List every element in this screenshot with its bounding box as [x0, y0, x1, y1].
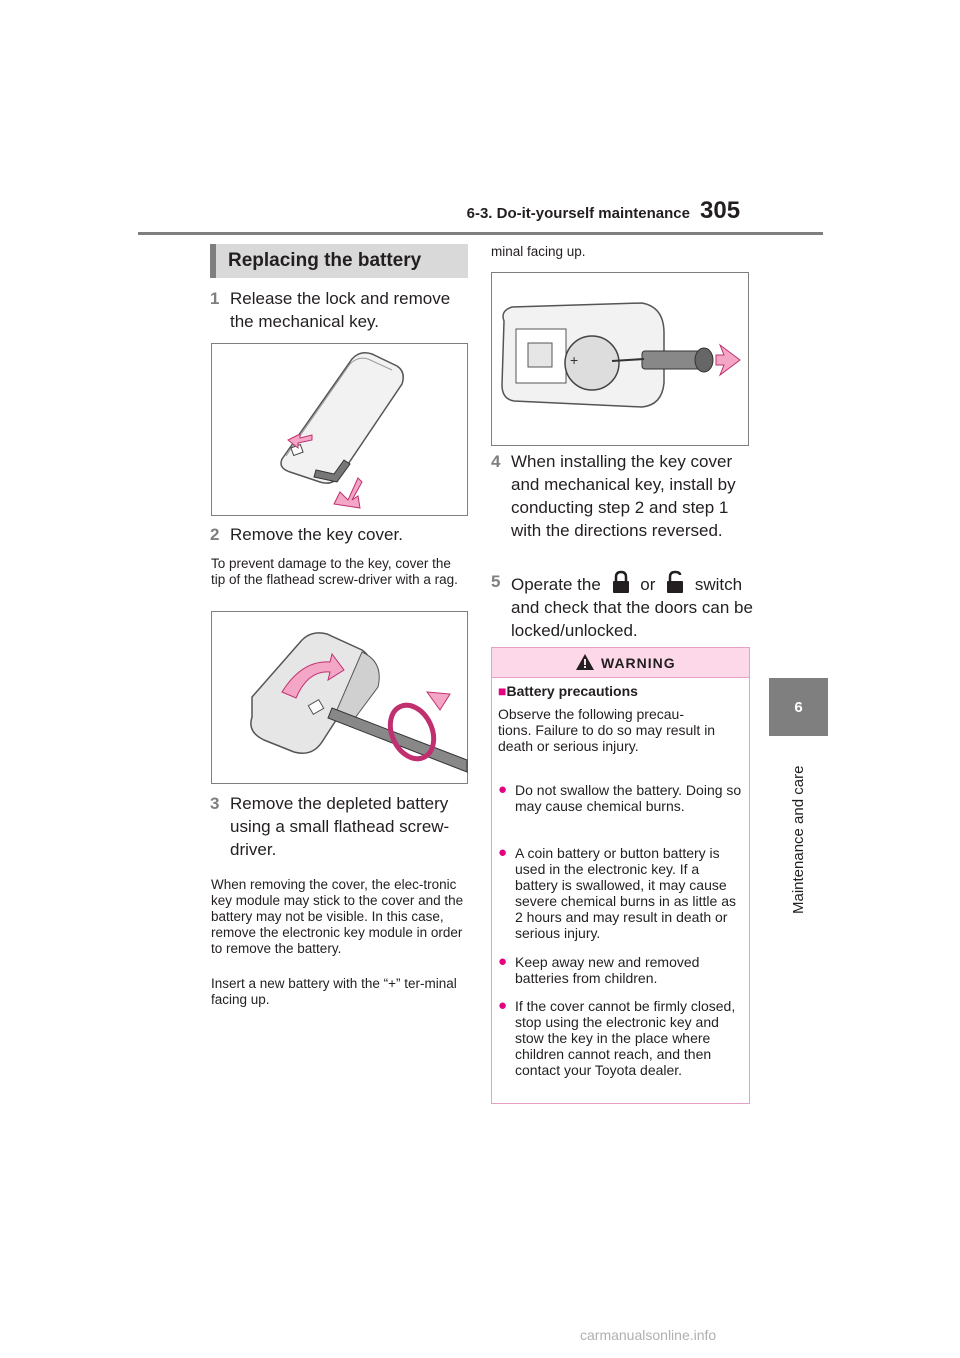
chapter-tab: [769, 678, 828, 736]
page-number: 305: [700, 197, 741, 224]
warning-bullet: ● Keep away new and removed batteries from children.: [498, 953, 700, 986]
warning-label: WARNING: [601, 655, 676, 671]
key-fob-illustration: [212, 344, 467, 515]
step-number: 4: [491, 452, 501, 471]
warning-triangle-icon: [575, 653, 595, 671]
step-5-text-after: switch and check that the doors can be locked/unlocked.: [511, 575, 753, 640]
step-3-note-2-text: Insert a new battery with the “+” ter-minal facing up.: [211, 976, 457, 1007]
key-cover-illustration: [212, 612, 467, 783]
figure-remove-mechanical-key: [211, 343, 468, 516]
pink-square-icon: ■: [498, 683, 507, 699]
step-5-text-middle: or: [640, 575, 656, 594]
warning-header: [492, 648, 749, 678]
warning-box: [491, 647, 750, 1104]
warning-bullet: ● Do not swallow the battery. Doing so may cause chemical burns.: [498, 781, 742, 814]
step-2: [210, 523, 468, 547]
step-text: When installing the key cover and mechanical key, install by conducting step 2 and step 1 with the directions reversed.: [511, 452, 736, 540]
chapter-number: 6: [794, 698, 803, 716]
svg-text:+: +: [570, 352, 579, 368]
step-text: Remove the key cover.: [230, 525, 403, 544]
warning-intro: Observe the following precau-tions. Failure to do so may result in death or serious injury.: [498, 706, 716, 754]
step-number: 1: [210, 289, 220, 308]
continued-text: minal facing up.: [491, 244, 586, 259]
step-number: 5: [491, 572, 501, 591]
header-rule: [138, 232, 823, 235]
step-3-note-2-continued: [491, 244, 749, 262]
step-1: [210, 287, 468, 335]
figure-remove-key-cover: [211, 611, 468, 784]
warning-bullet: ● If the cover cannot be firmly closed, stop using the electronic key and stow the key in the place where children cannot reach, and then contact your Toyota dealer.: [498, 997, 736, 1078]
warning-subtitle: [498, 683, 743, 700]
bullet-icon: ●: [498, 781, 508, 798]
step-5-text-before: Operate the: [511, 575, 601, 594]
chapter-title: Maintenance and care: [790, 765, 807, 914]
figure-remove-battery: [491, 272, 749, 446]
step-number: 2: [210, 525, 220, 544]
chapter-title-vertical: [784, 744, 814, 914]
step-3-note-1: When removing the cover, the elec-tronic key module may stick to the cover and the battery may not be visible. In this case, remove the electronic key module in order to remove the battery.: [211, 877, 464, 956]
bullet-icon: ●: [498, 997, 508, 1014]
step-text: [511, 570, 753, 642]
section-title: Replacing the battery: [210, 244, 468, 278]
step-number: 3: [210, 794, 220, 813]
step-text: Remove the depleted battery using a small flathead screw-driver.: [230, 794, 450, 859]
section-heading: 6-3. Do-it-yourself maintenance: [466, 205, 690, 222]
step-2-note: To prevent damage to the key, cover the tip of the flathead screw-driver with a rag.: [211, 556, 458, 587]
step-3: [210, 792, 468, 864]
step-3-note-2: [211, 976, 466, 1007]
step-4: [491, 450, 753, 570]
bullet-icon: ●: [498, 844, 508, 861]
watermark: carmanualsonline.info: [580, 1327, 717, 1343]
battery-removal-illustration: [492, 273, 748, 445]
step-text: Release the lock and remove the mechanical key.: [230, 289, 451, 331]
unlock-icon: [664, 570, 686, 594]
warning-bullet: ● A coin battery or button battery is used in the electronic key. If a battery is swallowed, it may cause severe chemical burns in as little as 2 hours and may result in death or serious injury.: [498, 844, 736, 941]
warning-subtitle-text: Battery precautions: [506, 683, 638, 699]
step-5: [491, 570, 753, 642]
lock-icon: [610, 570, 632, 594]
bullet-icon: ●: [498, 953, 508, 970]
